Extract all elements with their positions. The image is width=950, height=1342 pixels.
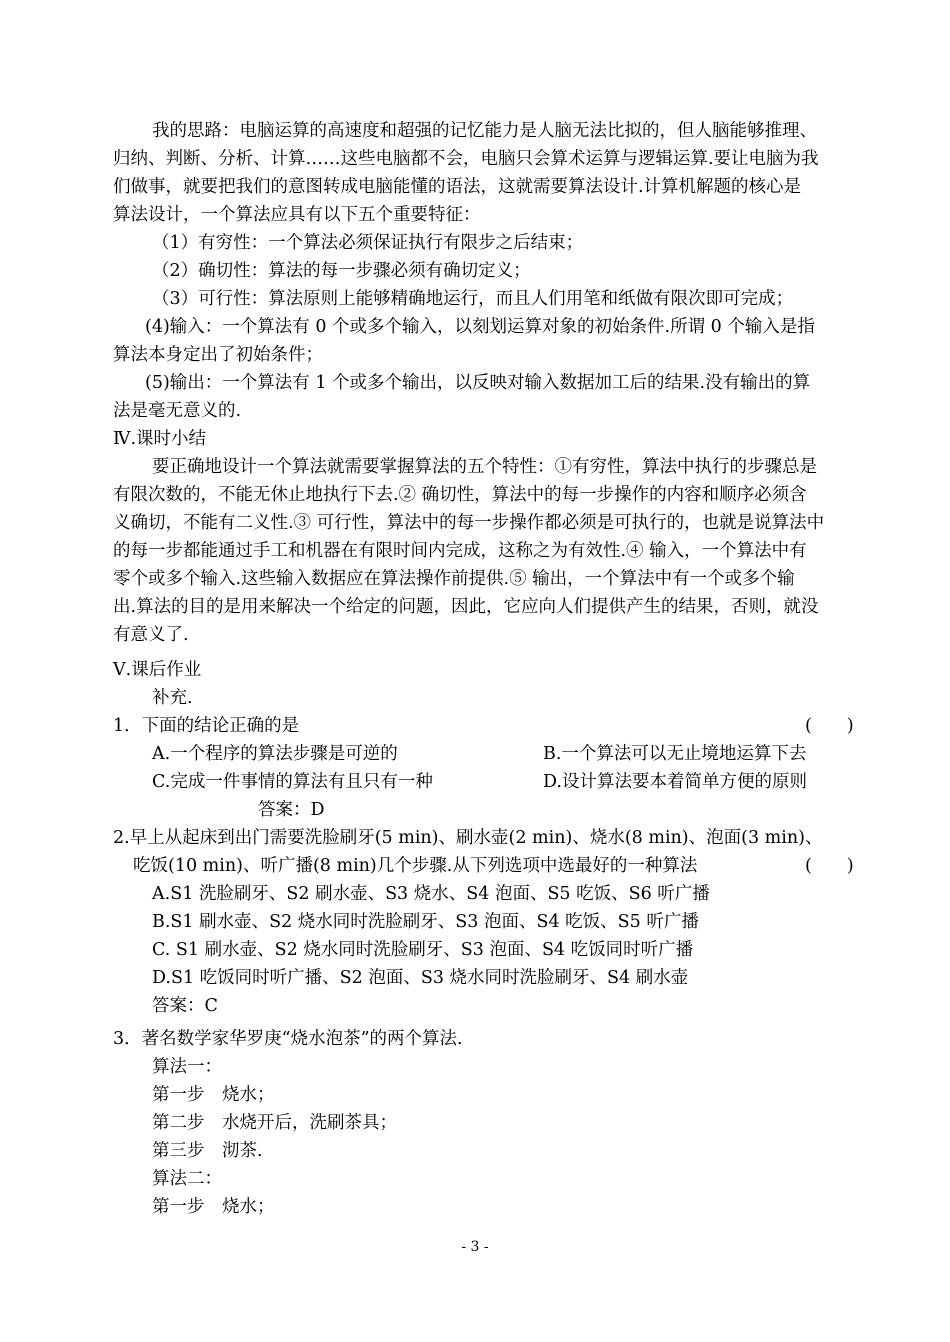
q1-option-c: C.完成一件事情的算法有且只有一种 bbox=[152, 772, 433, 792]
q1-answer: 答案：D bbox=[258, 800, 325, 820]
feature-4-line-1: (4)输入：一个算法有 0 个或多个输入，以刻划运算对象的初始条件.所谓 0 个输入是指 bbox=[145, 317, 815, 337]
q2-stem-line-2: 吃饭(10 min)、听广播(8 min)几个步骤.从下列选项中选最好的一种算法 bbox=[133, 856, 698, 876]
summary-line-3: 义确切，不能有二义性.③ 可行性，算法中的每一步操作都必须是可执行的，也就是说算法中 bbox=[113, 513, 825, 533]
q3-stem: 3．著名数学家华罗庚“烧水泡茶”的两个算法. bbox=[113, 1029, 463, 1049]
feature-3: （3）可行性：算法原则上能够精确地运行，而且人们用笔和纸做有限次即可完成； bbox=[152, 289, 794, 309]
summary-line-2: 有限次数的，不能无休止地执行下去.② 确切性，算法中的每一步操作的内容和顺序必须含 bbox=[113, 485, 807, 505]
feature-5-line-1: (5)输出：一个算法有 1 个或多个输出，以反映对输入数据加工后的结果.没有输出的算 bbox=[145, 373, 811, 393]
feature-5-line-2: 法是毫无意义的. bbox=[113, 401, 242, 421]
summary-heading: Ⅳ.课时小结 bbox=[113, 429, 207, 449]
feature-1: （1）有穷性：一个算法必须保证执行有限步之后结束； bbox=[152, 233, 584, 253]
summary-line-1: 要正确地设计一个算法就需要掌握算法的五个特性：①有穷性，算法中执行的步骤总是 bbox=[152, 457, 817, 477]
q2-option-d: D.S1 吃饭同时听广播、S2 泡面、S3 烧水同时洗脸刷牙、S4 刷水壶 bbox=[152, 968, 689, 988]
homework-heading: Ⅴ.课后作业 bbox=[113, 660, 202, 680]
q3-algorithm-1-step-3: 第三步 沏茶. bbox=[152, 1141, 263, 1161]
q3-algorithm-1-step-2: 第二步 水烧开后，洗刷茶具； bbox=[152, 1113, 397, 1133]
thinking-line-4: 算法设计，一个算法应具有以下五个重要特征： bbox=[113, 205, 481, 225]
thinking-line-1: 我的思路：电脑运算的高速度和超强的记忆能力是人脑无法比拟的，但人脑能够推理、 bbox=[152, 121, 817, 141]
q2-option-c: C. S1 刷水壶、S2 烧水同时洗脸刷牙、S3 泡面、S4 吃饭同时听广播 bbox=[152, 940, 694, 960]
q3-algorithm-2-step-1: 第一步 烧水； bbox=[152, 1197, 275, 1217]
q3-algorithm-1-step-1: 第一步 烧水； bbox=[152, 1085, 275, 1105]
q1-option-b: B.一个算法可以无止境地运算下去 bbox=[543, 744, 807, 764]
thinking-line-3: 们做事，就要把我们的意图转成电脑能懂的语法，这就需要算法设计.计算机解题的核心是 bbox=[113, 177, 802, 197]
summary-line-7: 有意义了. bbox=[113, 625, 189, 645]
q1-option-d: D.设计算法要本着简单方便的原则 bbox=[543, 772, 807, 792]
q3-algorithm-2-label: 算法二： bbox=[152, 1169, 222, 1189]
q2-answer: 答案：C bbox=[152, 996, 218, 1016]
feature-4-line-2: 算法本身定出了初始条件； bbox=[113, 345, 323, 365]
summary-line-4: 的每一步都能通过手工和机器在有限时间内完成，这称之为有效性.④ 输入，一个算法中有 bbox=[113, 541, 807, 561]
q2-answer-blank: ( ) bbox=[805, 856, 854, 876]
q2-option-a: A.S1 洗脸刷牙、S2 刷水壶、S3 烧水、S4 泡面、S5 吃饭、S6 听广播 bbox=[152, 884, 710, 904]
thinking-line-2: 归纳、判断、分析、计算……这些电脑都不会，电脑只会算术运算与逻辑运算.要让电脑为我 bbox=[113, 149, 819, 169]
q2-stem-line-1: 2.早上从起床到出门需要洗脸刷牙(5 min)、刷水壶(2 min)、烧水(8 min)、泡面(3 min)、 bbox=[113, 828, 823, 848]
feature-2: （2）确切性：算法的每一步骤必须有确切定义； bbox=[152, 261, 531, 281]
q2-option-b: B.S1 刷水壶、S2 烧水同时洗脸刷牙、S3 泡面、S4 吃饭、S5 听广播 bbox=[152, 912, 699, 932]
summary-line-6: 出.算法的目的是用来解决一个给定的问题，因此，它应向人们提供产生的结果，否则，就没 bbox=[113, 597, 819, 617]
q1-option-a: A.一个程序的算法步骤是可逆的 bbox=[152, 744, 398, 764]
q3-algorithm-1-label: 算法一： bbox=[152, 1057, 222, 1077]
homework-supplement: 补充. bbox=[152, 688, 193, 708]
q1-stem: 1．下面的结论正确的是 bbox=[113, 716, 300, 736]
q1-answer-blank: ( ) bbox=[805, 716, 854, 736]
summary-line-5: 零个或多个输入.这些输入数据应在算法操作前提供.⑤ 输出，一个算法中有一个或多个输 bbox=[113, 569, 795, 589]
page-number: - 3 - bbox=[461, 1239, 489, 1255]
